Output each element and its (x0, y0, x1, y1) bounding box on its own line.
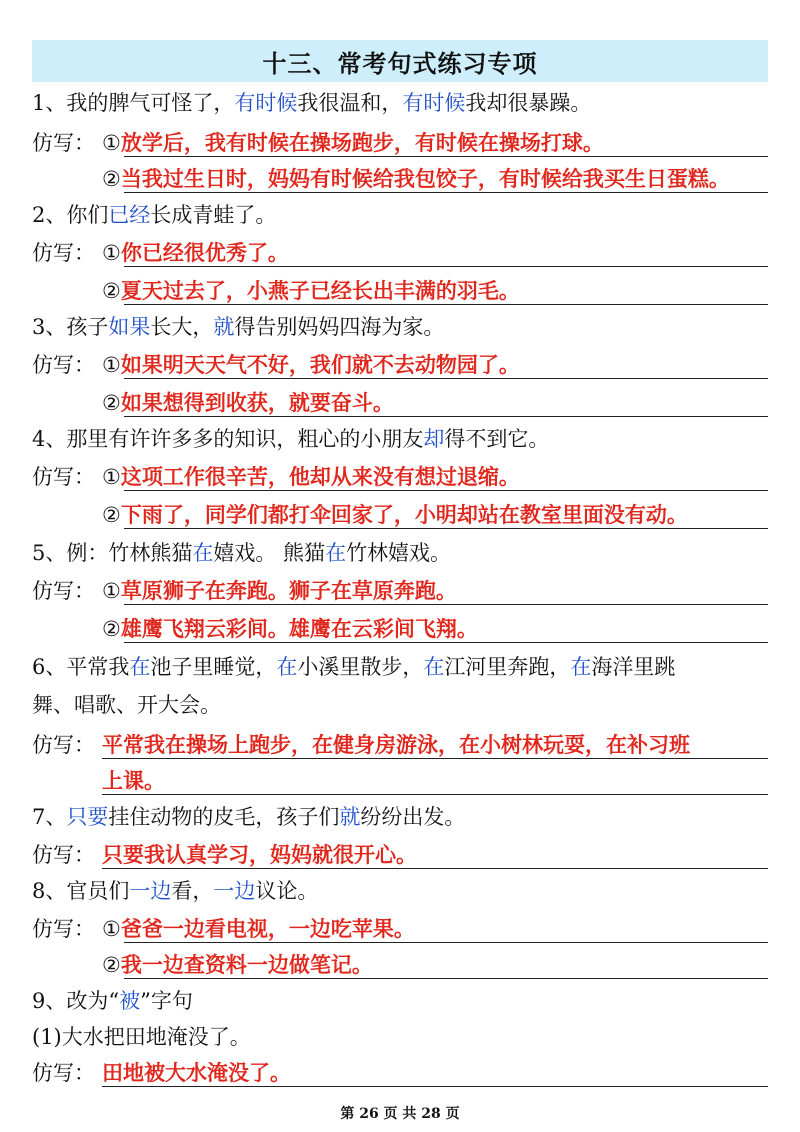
answer-1-2 (102, 164, 730, 194)
answer-text: 夏天过去了，小燕子已经长出丰满的羽毛。 (120, 278, 520, 303)
question-8 (32, 876, 778, 906)
answer-underline (124, 490, 768, 491)
question-text: 7、 (32, 805, 67, 829)
question-text: 池子里睡觉， (150, 655, 277, 679)
answer-4-2 (102, 500, 688, 530)
question-6-continued: 舞、唱歌、开大会。 (32, 693, 221, 717)
keyword: 在 (192, 541, 214, 565)
question-text: 4、那里有许许多多的知识，粗心的小朋友 (32, 427, 424, 451)
answer-underline (124, 378, 768, 379)
keyword: 在 (325, 541, 347, 565)
answer-underline (124, 156, 768, 157)
answer-text: 只要我认真学习，妈妈就很开心。 (102, 842, 417, 867)
answer-9-1 (102, 1058, 291, 1088)
question-text: 挂住动物的皮毛，孩子们 (108, 805, 340, 829)
answer-7-1 (102, 840, 417, 870)
keyword: 只要 (66, 805, 109, 829)
answer-5-2 (102, 614, 478, 644)
answer-text: 如果想得到收获，就要奋斗。 (120, 390, 394, 415)
question-text: 小溪里散步， (297, 655, 424, 679)
answer-text: 当我过生日时，妈妈有时候给我包饺子，有时候给我买生日蛋糕。 (120, 166, 730, 191)
question-text: 9、改为“ (32, 989, 120, 1013)
answer-text: 上课。 (102, 768, 165, 793)
circled-number: ① (102, 465, 121, 489)
answer-underline (102, 868, 768, 869)
keyword: 却 (423, 427, 445, 451)
question-text: 海洋里跳 (591, 655, 676, 679)
answer-4-1 (102, 462, 520, 492)
question-text: 竹林嬉戏。 (346, 541, 452, 565)
answer-underline (124, 192, 768, 193)
question-text: 看， (171, 879, 214, 903)
answer-text: 田地被大水淹没了。 (102, 1060, 291, 1085)
imitation-label: 仿写： (32, 465, 95, 489)
answer-underline (102, 794, 768, 795)
answer-6-2 (102, 766, 165, 796)
question-6 (32, 652, 778, 682)
question-text: 3、孩子 (32, 315, 109, 339)
question-7 (32, 802, 778, 832)
imitation-label: 仿写： (32, 917, 95, 941)
keyword: 如果 (108, 315, 151, 339)
answer-6-1 (102, 730, 690, 760)
circled-number: ② (102, 617, 121, 641)
circled-number: ① (102, 241, 121, 265)
imitation-label: 仿写： (32, 241, 95, 265)
keyword: 一边 (213, 879, 256, 903)
keyword: 一边 (129, 879, 172, 903)
question-text: 5、例：竹林熊猫 (32, 541, 193, 565)
imitation-label: 仿写： (32, 353, 95, 377)
question-text: 我很温和， (297, 91, 403, 115)
question-3 (32, 312, 778, 342)
answer-3-1 (102, 350, 520, 380)
answer-text: 我一边查资料一边做笔记。 (120, 952, 373, 977)
answer-text: 雄鹰飞翔云彩间。雄鹰在云彩间飞翔。 (120, 616, 478, 641)
keyword: 在 (423, 655, 445, 679)
imitation-label: 仿写： (32, 131, 95, 155)
page-title: 十三、常考句式练习专项 (262, 48, 538, 78)
answer-text: 这项工作很辛苦，他却从来没有想过退缩。 (120, 464, 520, 489)
question-5 (32, 538, 778, 568)
title-banner (32, 40, 768, 82)
answer-5-1 (102, 576, 457, 606)
answer-underline (124, 266, 768, 267)
imitation-label: 仿写： (32, 843, 95, 867)
answer-8-2 (102, 950, 373, 980)
page-footer: 第 26 页 共 28 页 (340, 1106, 460, 1122)
circled-number: ① (102, 353, 121, 377)
answer-underline (124, 604, 768, 605)
answer-underline (124, 642, 768, 643)
keyword: 就 (213, 315, 235, 339)
circled-number: ① (102, 917, 121, 941)
circled-number: ② (102, 167, 121, 191)
answer-underline (102, 758, 768, 759)
answer-2-2 (102, 276, 520, 306)
question-2 (32, 200, 778, 230)
question-text: 纷纷出发。 (360, 805, 466, 829)
keyword: 被 (119, 989, 141, 1013)
answer-2-1 (102, 238, 289, 268)
answer-underline (102, 1086, 768, 1087)
answer-underline (124, 416, 768, 417)
answer-underline (124, 304, 768, 305)
answer-text: 草原狮子在奔跑。狮子在草原奔跑。 (120, 578, 457, 603)
answer-text: 如果明天天气不好，我们就不去动物园了。 (120, 352, 520, 377)
question-text: 得告别妈妈四海为家。 (234, 315, 445, 339)
question-text: 长大， (150, 315, 214, 339)
answer-text: 平常我在操场上跑步，在健身房游泳，在小树林玩耍，在补习班 (102, 732, 690, 757)
keyword: 在 (276, 655, 298, 679)
keyword: 已经 (108, 203, 151, 227)
imitation-label: 仿写： (32, 1061, 95, 1085)
question-text: 长成青蛙了。 (150, 203, 277, 227)
keyword: 有时候 (402, 91, 466, 115)
circled-number: ② (102, 391, 121, 415)
answer-3-2 (102, 388, 394, 418)
keyword: 在 (129, 655, 151, 679)
circled-number: ② (102, 279, 121, 303)
question-text: 6、平常我 (32, 655, 130, 679)
answer-underline (124, 978, 768, 979)
keyword: 就 (339, 805, 361, 829)
answer-text: 爸爸一边看电视，一边吃苹果。 (120, 916, 415, 941)
circled-number: ② (102, 953, 121, 977)
answer-text: 你已经很优秀了。 (120, 240, 289, 265)
question-text: 1、我的脾气可怪了， (32, 91, 235, 115)
circled-number: ② (102, 503, 121, 527)
question-text: 2、你们 (32, 203, 109, 227)
answer-text: 下雨了，同学们都打伞回家了，小明却站在教室里面没有动。 (120, 502, 688, 527)
imitation-label: 仿写： (32, 579, 95, 603)
question-9 (32, 986, 778, 1016)
question-text: 得不到它。 (444, 427, 550, 451)
question-9-sub: (1)大水把田地淹没了。 (32, 1025, 251, 1049)
question-text: 江河里奔跑， (444, 655, 571, 679)
question-text: 议论。 (255, 879, 319, 903)
keyword: 有时候 (234, 91, 298, 115)
question-4 (32, 424, 778, 454)
answer-underline (124, 942, 768, 943)
circled-number: ① (102, 131, 121, 155)
answer-underline (124, 528, 768, 529)
answer-text: 放学后，我有时候在操场跑步，有时候在操场打球。 (120, 130, 604, 155)
answer-8-1 (102, 914, 415, 944)
question-1 (32, 88, 778, 118)
question-text: 我却很暴躁。 (465, 91, 592, 115)
circled-number: ① (102, 579, 121, 603)
keyword: 在 (570, 655, 592, 679)
question-text: 嬉戏。 熊猫 (213, 541, 326, 565)
question-text: ”字句 (140, 989, 193, 1013)
imitation-label: 仿写： (32, 733, 95, 757)
answer-1-1 (102, 128, 604, 158)
question-text: 8、官员们 (32, 879, 130, 903)
